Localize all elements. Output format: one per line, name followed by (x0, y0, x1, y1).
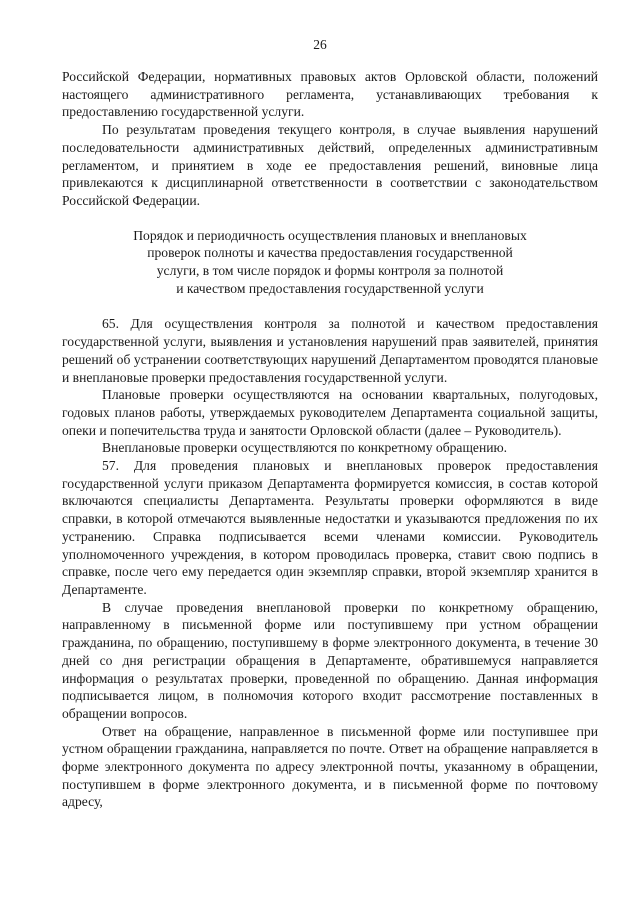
page-number: 26 (313, 37, 327, 52)
section-heading-line: и качеством предоставления государственной услуги (176, 280, 484, 296)
section-heading-line: услуги, в том числе порядок и формы контроля за полнотой (156, 263, 504, 279)
paragraph-current-control-results: По результатам проведения текущего контроля, в случае выявления нарушений последовательности административных действий, определенных административным регламентом, и принятием в ходе ее предоставления решений, виновные лица привлекаются к дисциплинарной ответственности в соответствии с законодательством Российской Федерации. (62, 122, 598, 208)
paragraph-continuation: Российской Федерации, нормативных правовых актов Орловской области, положений настоящего административного регламента, устанавливающих требования к предоставлению государственной услуги. (62, 69, 598, 120)
paragraph-response-delivery: Ответ на обращение, направленное в письменной форме или поступившее при устном обращении гражданина, направляется по почте. Ответ на обращение направляется в форме электронного документа по адресу электронной почты, указанному в обращении, поступившем в форме электронного документа, и в письменной форме по почтовому адресу, (62, 723, 598, 810)
paragraph-unplanned-check-response: В случае проведения внеплановой проверки по конкретному обращению, направленному в письменной форме или поступившему при устном обращении гражданина, по обращению, поступившему в форме электронного документа, в течение 30 дней со дня регистрации обращения в Департаменте, обратившемуся направляется информация о результатах проверки, проведенной по обращению. Данная информация подписывается лицом, в полномочия которого входит рассмотрение поставленных в обращении вопросов. (62, 599, 598, 721)
paragraph-unplanned-checks: Внеплановые проверки осуществляются по конкретному обращению. (102, 440, 508, 456)
paragraph-planned-checks: Плановые проверки осуществляются на основании квартальных, полугодовых, годовых планов работы, утверждаемых руководителем Департамента социальной защиты, опеки и попечительства труда и занятости Орловской области (далее – Руководитель). (62, 387, 598, 438)
section-heading (62, 227, 598, 298)
section-heading-line: проверок полноты и качества предоставления государственной (147, 245, 513, 261)
paragraph-item-65: 65. Для осуществления контроля за полнотой и качеством предоставления государственной услуги, выявления и установления нарушений прав заявителей, принятия решений об устранении соответствующих нарушений Департаментом проводятся плановые и внеплановые проверки предоставления государственной услуги. (62, 316, 598, 385)
section-heading-line: Порядок и периодичность осуществления плановых и внеплановых (133, 227, 527, 243)
paragraph-item-57: 57. Для проведения плановых и внеплановых проверок предоставления государственной услуги приказом Департамента формируется комиссия, в состав которой включаются специалисты Департамента. Результаты проверки оформляются в виде справки, в которой отмечаются выявленные недостатки и указываются предложения по их устранению. Справка подписывается всеми членами комиссии. Руководитель уполномоченного учреждения, в котором проводилась проверка, ставит свою подпись в справке, после чего ему передается один экземпляр справки, второй экземпляр хранится в Департаменте. (62, 458, 598, 597)
document-body (62, 68, 598, 811)
